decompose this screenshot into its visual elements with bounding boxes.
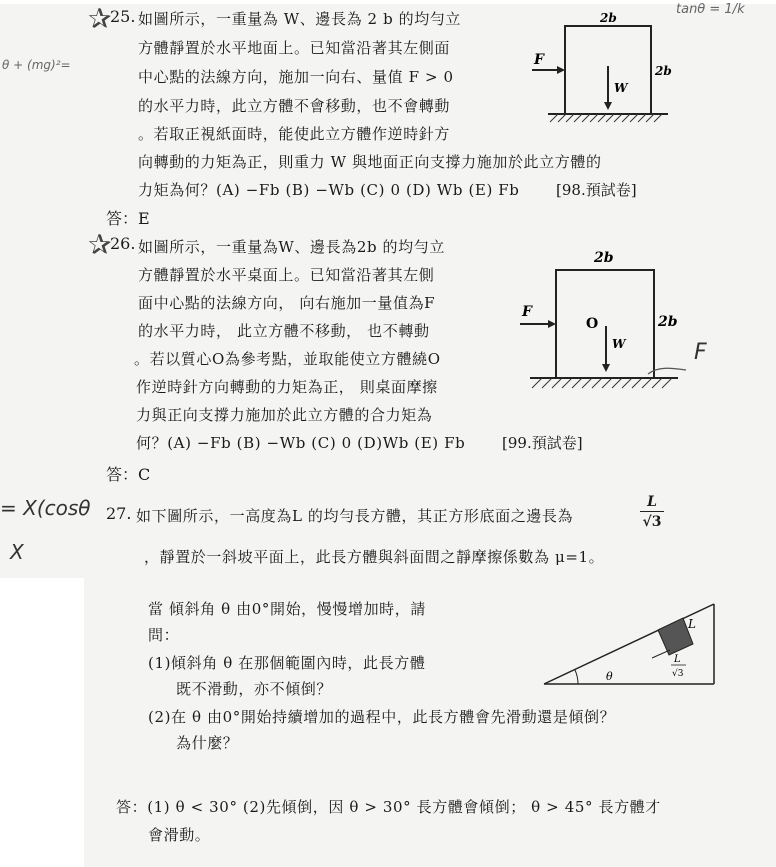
q27-sub2-line: 為什麼？: [176, 734, 239, 752]
handwritten-note: tanθ = 1/k: [676, 2, 745, 17]
q25-number: 25.: [110, 7, 136, 26]
q25-line: 。若取正視紙面時，能使此立方體作逆時針方: [138, 125, 451, 143]
q25-cube-figure: [520, 10, 670, 135]
q26-line: 。若以質心O為參考點，並取能使立方體繞O: [134, 350, 441, 368]
q27-fraction-den: √3: [642, 514, 662, 530]
angle-arc: [575, 670, 578, 684]
q27-ask-line: 問：: [148, 626, 180, 644]
q27-answer-line: 會滑動。: [148, 826, 211, 844]
star-mark: ✰: [88, 228, 112, 261]
q27-answer-line: 答：(1) θ < 30° (2)先傾倒，因 θ > 30° 長方體會傾倒； θ > 45° 長方體才: [116, 798, 661, 816]
force-arrowhead: [548, 320, 556, 328]
base-label-den: √3: [672, 669, 684, 679]
star-mark: ✰: [88, 2, 112, 35]
q25-line: 向轉動的力矩為正，則重力 W 與地面正向支撐力施加於此立方體的: [138, 153, 602, 171]
q25-line: 中心點的法線方向，施加一向右、量值 F > 0: [138, 68, 454, 86]
height-label: L: [688, 617, 696, 631]
center-label: O: [586, 316, 599, 332]
q27-fraction-num: L: [640, 494, 664, 512]
force-label: F: [534, 52, 544, 68]
ground-hatching: [550, 114, 662, 122]
q26-source: [99.預試卷]: [502, 434, 583, 452]
q25-line: 如圖所示，一重量為 W、邊長為 2 b 的均勻立: [138, 10, 462, 28]
weight-label: W: [612, 337, 626, 351]
q27-sub2-line: (2)在 θ 由0°開始持續增加的過程中，此長方體會先滑動還是傾倒？: [148, 708, 616, 726]
q26-answer: 答：C: [106, 465, 151, 484]
q25-line: 力矩為何？(A) −Fb (B) −Wb (C) 0 (D) Wb (E) Fb: [138, 181, 520, 199]
handwritten-note: X: [10, 540, 24, 564]
q26-number: 26.: [110, 234, 136, 253]
q27-fraction: [640, 494, 664, 532]
top-side-label: 2b: [600, 11, 617, 25]
q27-intro-line1: 如下圖所示，一高度為L 的均勻長方體，其正方形底面之邊長為: [136, 507, 574, 525]
q26-line: 方體靜置於水平桌面上。已知當沿著其左側: [138, 266, 435, 284]
q25-line: 的水平力時，此立方體不會移動，也不會轉動: [138, 97, 451, 115]
q27-intro-line2: ，靜置於一斜坡平面上，此長方體與斜面間之靜摩擦係數為 μ=1。: [144, 548, 605, 566]
weight-label: W: [614, 81, 628, 95]
q27-number: 27.: [106, 504, 132, 523]
handwritten-note: θ + (mg)²=: [2, 58, 71, 72]
q27-ask-line: 當 傾斜角 θ 由0°開始，慢慢增加時，請: [148, 600, 426, 618]
q27-sub1-line: 既不滑動，亦不傾倒？: [176, 680, 333, 698]
base-dimension-arrow: [652, 650, 670, 658]
table-hatching: [532, 378, 672, 388]
weight-arrowhead: [602, 364, 610, 372]
top-side-label: 2b: [594, 250, 614, 266]
weight-arrowhead: [604, 102, 612, 110]
q27-slope-figure: [538, 596, 718, 692]
q27-sub1-line: (1)傾斜角 θ 在那個範圍內時，此長方體: [148, 654, 426, 672]
q26-line: 面中心點的法線方向， 向右施加一量值為F: [138, 294, 436, 312]
q25-source: [98.預試卷]: [556, 181, 637, 199]
q26-line: 何？(A) −Fb (B) −Wb (C) 0 (D)Wb (E) Fb: [136, 434, 466, 452]
page-edge: [0, 0, 776, 4]
page-margin-strip: [0, 578, 84, 867]
base-label-num: L: [674, 654, 681, 665]
right-side-label: 2b: [658, 314, 678, 330]
q26-line: 作逆時針方向轉動的力矩為正， 則桌面摩擦: [136, 378, 438, 396]
force-arrowhead: [557, 66, 565, 74]
q26-line: 如圖所示，一重量為W、邊長為2b 的均勻立: [138, 238, 445, 256]
q25-answer: 答：E: [106, 209, 150, 228]
handwritten-note: F: [694, 340, 707, 365]
angle-label: θ: [606, 670, 613, 683]
q26-cube-figure: [498, 246, 698, 402]
handwritten-note: = X(cosθ: [0, 496, 91, 520]
right-side-label: 2b: [655, 64, 672, 78]
force-label: F: [522, 304, 532, 320]
q26-line: 力與正向支撐力施加於此立方體的合力矩為: [136, 406, 433, 424]
q26-line: 的水平力時， 此立方體不移動， 也不轉動: [138, 322, 430, 340]
q25-line: 方體靜置於水平地面上。已知當沿著其左側面: [138, 39, 451, 57]
